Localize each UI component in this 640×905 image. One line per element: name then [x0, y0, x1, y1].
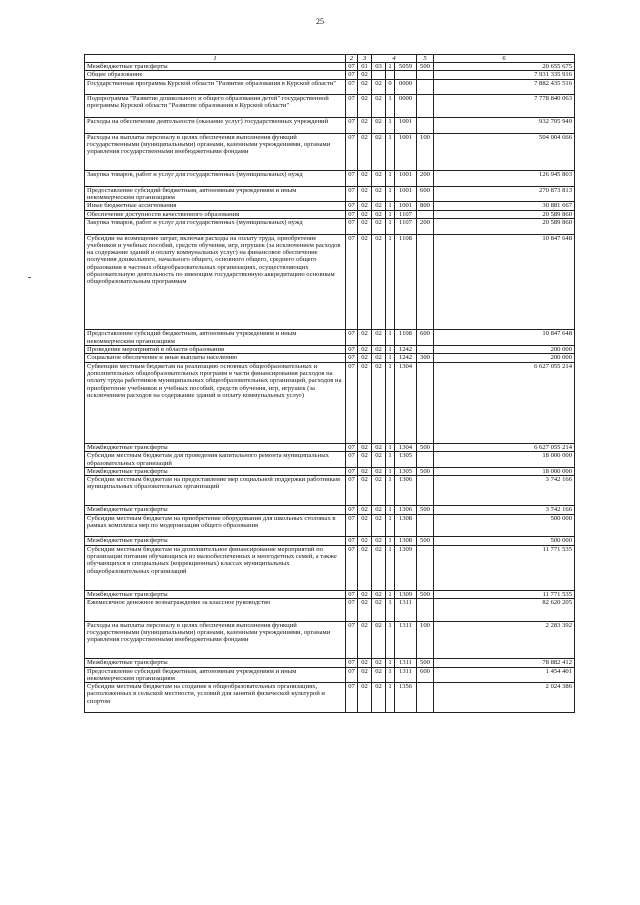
expense-type-code: [417, 79, 434, 95]
subsection-code: 02: [358, 186, 372, 202]
table-row: [85, 118, 575, 134]
subprogram-code: 1: [386, 537, 395, 545]
table-row: [85, 598, 575, 621]
expense-type-code: [417, 514, 434, 537]
subsection-code: 02: [358, 537, 372, 545]
target-code: 1242: [395, 354, 417, 362]
table-row: [85, 659, 575, 667]
table-row: [85, 452, 575, 468]
section-code: 07: [346, 330, 358, 346]
row-name: Межбюджетные трансферты: [85, 506, 346, 514]
section-code: 07: [346, 514, 358, 537]
program-code: 03: [372, 63, 386, 71]
subsection-code: 02: [358, 171, 372, 187]
amount-value: 3 742 166: [434, 506, 575, 514]
section-code: 07: [346, 506, 358, 514]
row-name: Межбюджетные трансферты: [85, 659, 346, 667]
section-code: 07: [346, 354, 358, 362]
row-name: Межбюджетные трансферты: [85, 443, 346, 451]
subsection-code: 02: [358, 210, 372, 218]
table-row: [85, 590, 575, 598]
expense-type-code: 500: [417, 537, 434, 545]
program-code: 02: [372, 95, 386, 118]
expense-type-code: [417, 210, 434, 218]
program-code: 02: [372, 346, 386, 354]
subprogram-code: 1: [386, 63, 395, 71]
table-row: [85, 621, 575, 659]
subsection-code: 02: [358, 218, 372, 234]
row-name: Закупка товаров, работ и услуг для государственных (муниципальных) нужд: [85, 218, 346, 234]
amount-value: 20 655 675: [434, 63, 575, 71]
target-code: 1304: [395, 443, 417, 451]
expense-type-code: [417, 362, 434, 443]
expense-type-code: 300: [417, 354, 434, 362]
expense-type-code: 100: [417, 621, 434, 659]
section-code: 07: [346, 659, 358, 667]
row-name: Расходы на обеспечение деятельности (оказание услуг) государственных учреждений: [85, 118, 346, 134]
program-code: 02: [372, 667, 386, 683]
amount-value: 1 454 401: [434, 667, 575, 683]
target-code: 0000: [395, 79, 417, 95]
subsection-code: 02: [358, 467, 372, 475]
section-code: 07: [346, 467, 358, 475]
expense-type-code: [417, 346, 434, 354]
subsection-code: 02: [358, 330, 372, 346]
subsection-code: 02: [358, 362, 372, 443]
subprogram-code: 1: [386, 667, 395, 683]
section-code: 07: [346, 537, 358, 545]
subprogram-code: 1: [386, 354, 395, 362]
section-code: 07: [346, 598, 358, 621]
expense-type-code: [417, 476, 434, 506]
expense-type-code: 500: [417, 590, 434, 598]
section-code: 07: [346, 545, 358, 590]
subprogram-code: 1: [386, 506, 395, 514]
table-row: [85, 667, 575, 683]
row-name: Межбюджетные трансферты: [85, 63, 346, 71]
amount-value: 7 882 435 516: [434, 79, 575, 95]
row-name: Субсидии местным бюджетам для проведения капитального ремонта муниципальных образовательных организаций: [85, 452, 346, 468]
target-code: 0000: [395, 95, 417, 118]
subprogram-code: 1: [386, 118, 395, 134]
subprogram-code: 1: [386, 476, 395, 506]
section-code: 07: [346, 186, 358, 202]
expense-type-code: [417, 234, 434, 330]
table-row: [85, 95, 575, 118]
row-name: Предоставление субсидий бюджетным, автономным учреждениям и иным некоммерческим организациям: [85, 186, 346, 202]
subsection-code: 02: [358, 476, 372, 506]
row-name: Предоставление субсидий бюджетным, автономным учреждениям и иным некоммерческим организациям: [85, 330, 346, 346]
table-row: [85, 63, 575, 71]
expense-type-code: [417, 683, 434, 713]
program-code: 02: [372, 598, 386, 621]
target-code: 1305: [395, 452, 417, 468]
section-code: 07: [346, 621, 358, 659]
amount-value: 20 589 860: [434, 218, 575, 234]
table-row: [85, 71, 575, 79]
program-code: 02: [372, 443, 386, 451]
program-code: 02: [372, 362, 386, 443]
amount-value: 10 847 648: [434, 330, 575, 346]
expense-type-code: [417, 598, 434, 621]
table-row: [85, 202, 575, 210]
target-code: 1107: [395, 218, 417, 234]
program-code: 02: [372, 621, 386, 659]
section-code: 07: [346, 79, 358, 95]
amount-value: 932 705 949: [434, 118, 575, 134]
section-code: 07: [346, 667, 358, 683]
amount-value: 200 000: [434, 346, 575, 354]
subprogram-code: 1: [386, 186, 395, 202]
table-row: [85, 330, 575, 346]
amount-value: 18 000 000: [434, 452, 575, 468]
subsection-code: 02: [358, 79, 372, 95]
amount-value: 78 882 412: [434, 659, 575, 667]
budget-table: [84, 54, 575, 713]
subprogram-code: 1: [386, 330, 395, 346]
program-code: 02: [372, 202, 386, 210]
subsection-code: 02: [358, 452, 372, 468]
section-code: 07: [346, 118, 358, 134]
row-name: Субсидии местным бюджетам на предоставление мер социальной поддержки работникам муниципальных образовательных организаций: [85, 476, 346, 506]
subprogram-code: 0: [386, 79, 395, 95]
target-code: [395, 71, 417, 79]
subprogram-code: 1: [386, 545, 395, 590]
target-code: 1108: [395, 330, 417, 346]
table-row: [85, 443, 575, 451]
expense-type-code: 500: [417, 443, 434, 451]
amount-value: 2 024 386: [434, 683, 575, 713]
table-row: [85, 171, 575, 187]
table-row: [85, 346, 575, 354]
row-name: Государственная программа Курской области "Развитие образования в Курской области": [85, 79, 346, 95]
target-code: 1108: [395, 234, 417, 330]
table-row: [85, 506, 575, 514]
target-code: 1306: [395, 476, 417, 506]
row-name: Межбюджетные трансферты: [85, 467, 346, 475]
section-code: 07: [346, 218, 358, 234]
subprogram-code: 1: [386, 202, 395, 210]
subsection-code: 02: [358, 545, 372, 590]
subprogram-code: 1: [386, 210, 395, 218]
amount-value: 500 000: [434, 514, 575, 537]
expense-type-code: [417, 118, 434, 134]
table-row: [85, 218, 575, 234]
col-number-4: 4: [372, 55, 417, 63]
amount-value: 11 771 535: [434, 545, 575, 590]
section-code: 07: [346, 362, 358, 443]
row-name: Субсидии местным бюджетам на создание в общеобразовательных организациях, расположенных в сельской местности, условий для занятий физической культурой и спортом: [85, 683, 346, 713]
subprogram-code: 1: [386, 514, 395, 537]
section-code: 07: [346, 683, 358, 713]
subprogram-code: 1: [386, 171, 395, 187]
subsection-code: 02: [358, 234, 372, 330]
target-code: 1311: [395, 667, 417, 683]
section-code: 07: [346, 171, 358, 187]
row-name: Межбюджетные трансферты: [85, 590, 346, 598]
subprogram-code: 1: [386, 95, 395, 118]
subsection-code: 02: [358, 590, 372, 598]
subprogram-code: 1: [386, 218, 395, 234]
row-name: Субсидии местным бюджетам на дополнительное финансирование мероприятий по организации питания обучающихся из малообеспеченных и многодетных семей, а также обучающихся в специальных (коррекционных) классах муниципальных общеобразовательных организаций: [85, 545, 346, 590]
subsection-code: 02: [358, 354, 372, 362]
subprogram-code: 1: [386, 467, 395, 475]
row-name: Закупка товаров, работ и услуг для государственных (муниципальных) нужд: [85, 171, 346, 187]
col-number-1: 1: [85, 55, 346, 63]
expense-type-code: 200: [417, 218, 434, 234]
amount-value: 18 000 000: [434, 467, 575, 475]
subprogram-code: 1: [386, 659, 395, 667]
col-number-6: 6: [434, 55, 575, 63]
subprogram-code: [386, 71, 395, 79]
section-code: 07: [346, 590, 358, 598]
amount-value: 30 881 667: [434, 202, 575, 210]
row-name: Обеспечение доступности качественного образования: [85, 210, 346, 218]
program-code: 02: [372, 506, 386, 514]
subsection-code: 02: [358, 133, 372, 171]
program-code: 02: [372, 354, 386, 362]
expense-type-code: 100: [417, 133, 434, 171]
subprogram-code: 1: [386, 683, 395, 713]
table-row: [85, 362, 575, 443]
expense-type-code: [417, 545, 434, 590]
program-code: 02: [372, 476, 386, 506]
program-code: 02: [372, 514, 386, 537]
target-code: 1308: [395, 537, 417, 545]
row-name: Расходы на выплаты персоналу в целях обеспечения выполнения функций государственными (муниципальными) органами, казенными учреждениями, органами управления государственными внебюджетными фондами: [85, 621, 346, 659]
amount-value: 6 627 055 214: [434, 362, 575, 443]
subsection-code: 02: [358, 659, 372, 667]
target-code: 1306: [395, 506, 417, 514]
amount-value: 6 627 055 214: [434, 443, 575, 451]
subsection-code: 02: [358, 514, 372, 537]
amount-value: 126 945 803: [434, 171, 575, 187]
target-code: 1309: [395, 590, 417, 598]
subsection-code: 02: [358, 118, 372, 134]
expense-type-code: 600: [417, 186, 434, 202]
amount-value: 82 620 205: [434, 598, 575, 621]
page-number: 25: [316, 17, 324, 26]
subprogram-code: 1: [386, 443, 395, 451]
subprogram-code: 1: [386, 452, 395, 468]
section-code: 07: [346, 71, 358, 79]
col-number-2: 2: [346, 55, 358, 63]
target-code: 1311: [395, 659, 417, 667]
table-row: [85, 133, 575, 171]
section-code: 07: [346, 202, 358, 210]
subsection-code: 02: [358, 621, 372, 659]
row-name: Ежемесячное денежное вознаграждение за классное руководство: [85, 598, 346, 621]
section-code: 07: [346, 346, 358, 354]
program-code: 02: [372, 683, 386, 713]
program-code: 02: [372, 467, 386, 475]
program-code: 02: [372, 659, 386, 667]
row-name: Подпрограмма "Развитие дошкольного и общего образования детей" государственной программы Курской области "Развитие образования в Курской области": [85, 95, 346, 118]
section-code: 07: [346, 63, 358, 71]
row-name: Субсидии на возмещение затрат, включая расходы на оплату труда, приобретение учебников и учебных пособий, средств обучения, игр, игрушек (за исключением расходов на содержание зданий и оплату коммунальных услуг) на финансовое обеспечение получения дошкольного, начального общего, основного общего, среднего общего образования в частных общеобразовательных организациях, осуществляющих образовательную деятельность по имеющим государственную аккредитацию основным общеобразовательным программам: [85, 234, 346, 330]
expense-type-code: 500: [417, 659, 434, 667]
row-name: Межбюджетные трансферты: [85, 537, 346, 545]
section-code: 07: [346, 452, 358, 468]
program-code: 02: [372, 590, 386, 598]
program-code: 02: [372, 133, 386, 171]
target-code: 1001: [395, 186, 417, 202]
program-code: 02: [372, 218, 386, 234]
program-code: 02: [372, 118, 386, 134]
amount-value: 200 000: [434, 354, 575, 362]
target-code: 5059: [395, 63, 417, 71]
table-row: [85, 234, 575, 330]
table-row: [85, 186, 575, 202]
subsection-code: 02: [358, 506, 372, 514]
target-code: 1242: [395, 346, 417, 354]
section-code: 07: [346, 234, 358, 330]
table-row: [85, 545, 575, 590]
amount-value: 3 742 166: [434, 476, 575, 506]
amount-value: 11 771 535: [434, 590, 575, 598]
expense-type-code: [417, 71, 434, 79]
subprogram-code: 1: [386, 234, 395, 330]
target-code: 1308: [395, 514, 417, 537]
subprogram-code: 1: [386, 133, 395, 171]
subprogram-code: 1: [386, 621, 395, 659]
target-code: 1107: [395, 210, 417, 218]
subsection-code: 02: [358, 443, 372, 451]
subsection-code: 02: [358, 346, 372, 354]
row-name: Социальное обеспечение и иные выплаты населению: [85, 354, 346, 362]
amount-value: 2 283 392: [434, 621, 575, 659]
table-row: [85, 210, 575, 218]
amount-value: 10 847 648: [434, 234, 575, 330]
program-code: 02: [372, 210, 386, 218]
row-name: Субвенции местным бюджетам на реализацию основных общеобразовательных и дополнительных общеобразовательных программ в части финансирования расходов на оплату труда работников муниципальных общеобразовательных организаций, расходов на приобретение учебников и учебных пособий, средств обучения, игр, игрушек (за исключением расходов на содержание зданий и оплату коммунальных услуг): [85, 362, 346, 443]
program-code: 02: [372, 330, 386, 346]
amount-value: 7 778 840 063: [434, 95, 575, 118]
expense-type-code: 600: [417, 330, 434, 346]
target-code: 1356: [395, 683, 417, 713]
row-name: Предоставление субсидий бюджетным, автономным учреждениям и иным некоммерческим организациям: [85, 667, 346, 683]
amount-value: 270 873 813: [434, 186, 575, 202]
row-name: Субсидии местным бюджетам на приобретение оборудования для школьных столовых в рамках комплекса мер по модернизации общего образования: [85, 514, 346, 537]
target-code: 1001: [395, 202, 417, 210]
expense-type-code: 200: [417, 171, 434, 187]
target-code: 1304: [395, 362, 417, 443]
program-code: 02: [372, 234, 386, 330]
expense-type-code: 500: [417, 63, 434, 71]
subprogram-code: 1: [386, 362, 395, 443]
target-code: 1309: [395, 545, 417, 590]
col-number-3: 3: [358, 55, 372, 63]
subprogram-code: 1: [386, 346, 395, 354]
amount-value: 504 004 666: [434, 133, 575, 171]
program-code: 02: [372, 79, 386, 95]
target-code: 1001: [395, 133, 417, 171]
program-code: [372, 71, 386, 79]
margin-mark: [28, 277, 31, 278]
column-number-row: [85, 55, 575, 63]
subprogram-code: 1: [386, 598, 395, 621]
program-code: 02: [372, 171, 386, 187]
section-code: 07: [346, 133, 358, 171]
table-row: [85, 467, 575, 475]
table-row: [85, 79, 575, 95]
row-name: Общее образование: [85, 71, 346, 79]
amount-value: 500 000: [434, 537, 575, 545]
row-name: Иные бюджетные ассигнования: [85, 202, 346, 210]
subsection-code: 02: [358, 598, 372, 621]
row-name: Проведение мероприятий в области образования: [85, 346, 346, 354]
expense-type-code: 600: [417, 667, 434, 683]
subsection-code: 02: [358, 71, 372, 79]
table-row: [85, 537, 575, 545]
subsection-code: 02: [358, 95, 372, 118]
section-code: 07: [346, 95, 358, 118]
program-code: 02: [372, 545, 386, 590]
table-row: [85, 683, 575, 713]
subsection-code: 02: [358, 202, 372, 210]
program-code: 02: [372, 186, 386, 202]
section-code: 07: [346, 210, 358, 218]
target-code: 1001: [395, 171, 417, 187]
row-name: Расходы на выплаты персоналу в целях обеспечения выполнения функций государственными (муниципальными) органами, казенными учреждениями, органами управления государственными внебюджетными фондами: [85, 133, 346, 171]
target-code: 1001: [395, 118, 417, 134]
target-code: 1311: [395, 598, 417, 621]
table-row: [85, 354, 575, 362]
section-code: 07: [346, 443, 358, 451]
subprogram-code: 1: [386, 590, 395, 598]
table-row: [85, 476, 575, 506]
program-code: 02: [372, 537, 386, 545]
subsection-code: 02: [358, 683, 372, 713]
col-number-5: 5: [417, 55, 434, 63]
expense-type-code: [417, 452, 434, 468]
target-code: 1305: [395, 467, 417, 475]
expense-type-code: 800: [417, 202, 434, 210]
expense-type-code: [417, 95, 434, 118]
section-code: 07: [346, 476, 358, 506]
amount-value: 20 589 860: [434, 210, 575, 218]
expense-type-code: 500: [417, 467, 434, 475]
program-code: 02: [372, 452, 386, 468]
subsection-code: 01: [358, 63, 372, 71]
expense-type-code: 500: [417, 506, 434, 514]
amount-value: 7 931 335 916: [434, 71, 575, 79]
subsection-code: 02: [358, 667, 372, 683]
table-row: [85, 514, 575, 537]
target-code: 1311: [395, 621, 417, 659]
